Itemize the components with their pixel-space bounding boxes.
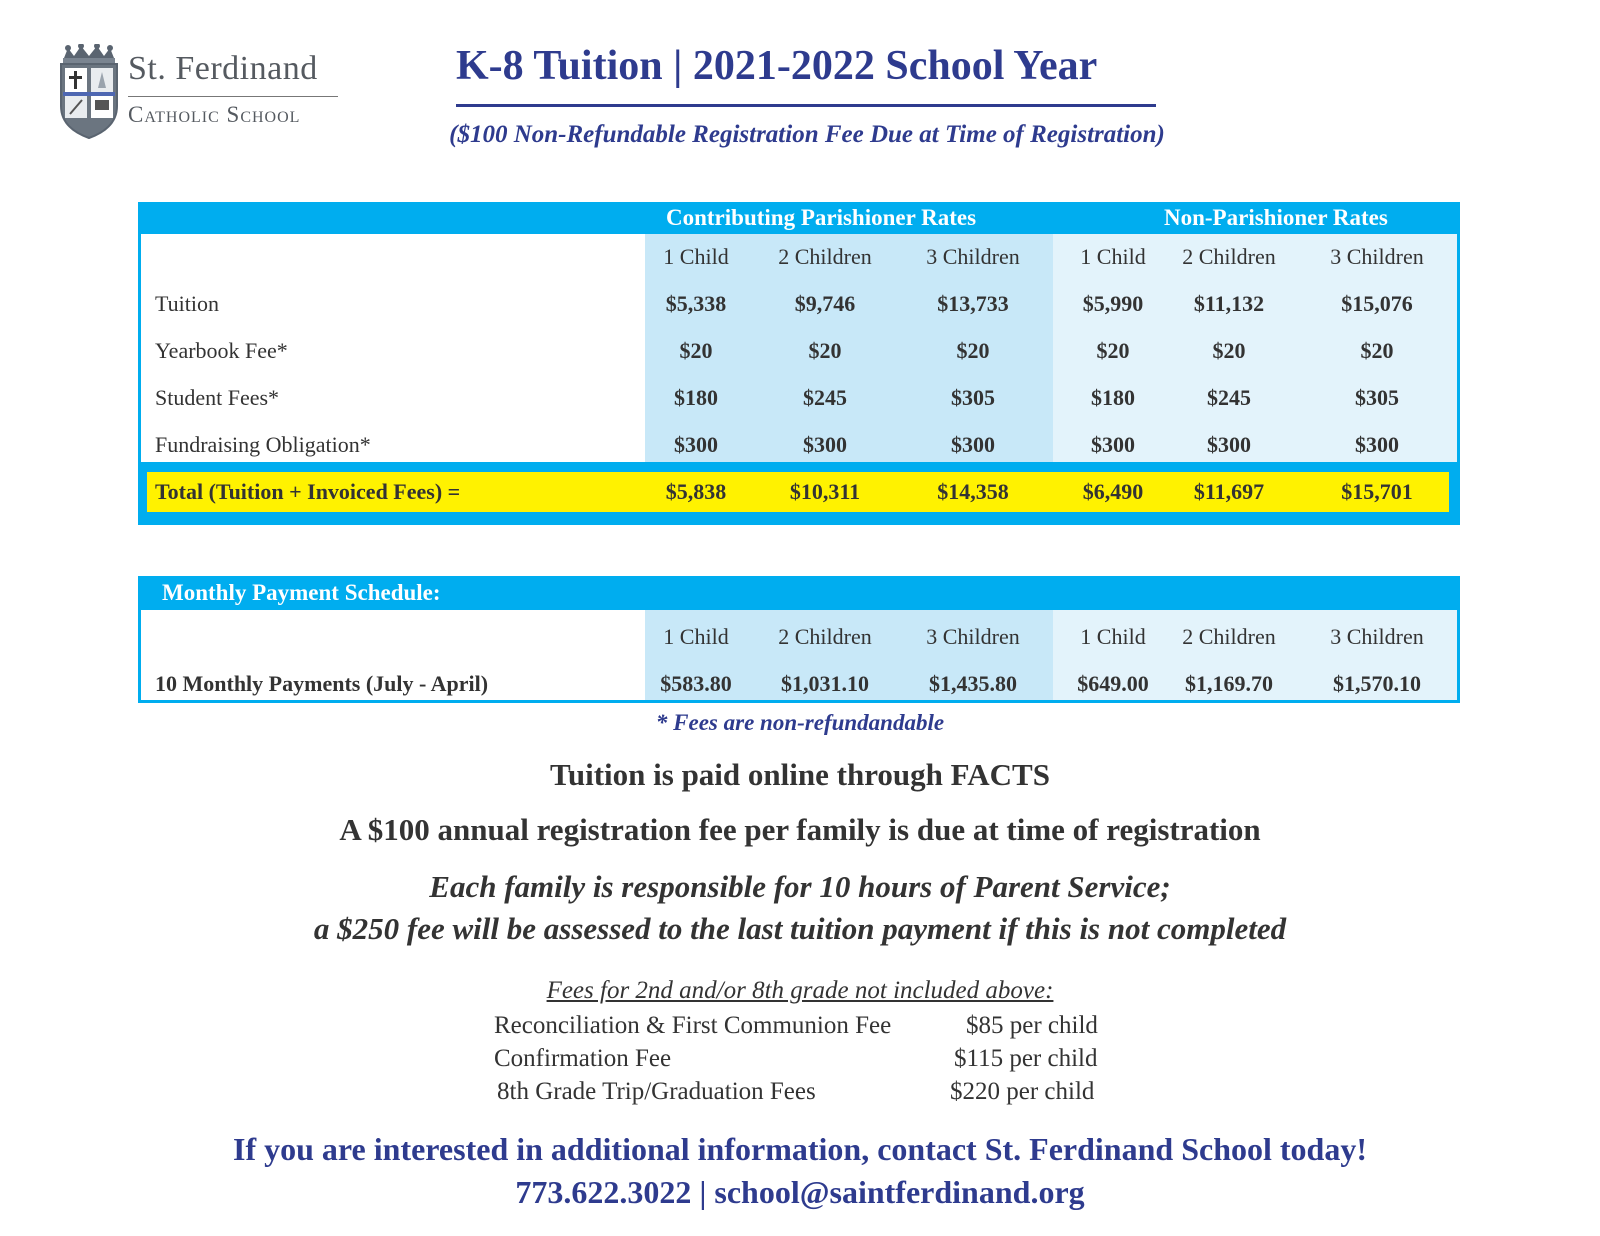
table-cell: $20: [1360, 338, 1394, 363]
contact-invitation: If you are interested in additional information, contact St. Ferdinand School today!: [233, 1131, 1367, 1167]
column-header: 1 Child: [1080, 624, 1146, 649]
table-cell: $245: [803, 385, 847, 410]
total-cell: $6,490: [1082, 479, 1144, 504]
total-cell: $14,358: [937, 479, 1009, 504]
table-cell: $300: [674, 432, 718, 457]
table-cell: $20: [956, 338, 990, 363]
logo-school-type: Catholic School: [128, 102, 301, 127]
table-cell: $649.00: [1077, 671, 1149, 696]
extra-fee-name: Reconciliation & First Communion Fee: [494, 1012, 892, 1039]
column-header: 2 Children: [1182, 244, 1276, 269]
parent-service-line-2: a $250 fee will be assessed to the last tuition payment if this is not completed: [313, 911, 1287, 946]
table-cell: $300: [803, 432, 847, 457]
total-cell: $11,697: [1193, 479, 1265, 504]
column-header: 3 Children: [1330, 244, 1424, 269]
total-cell: $5,838: [665, 479, 727, 504]
column-header: 1 Child: [663, 244, 729, 269]
table-cell: $15,076: [1341, 291, 1413, 316]
group-header-parishioner: Contributing Parishioner Rates: [666, 205, 977, 230]
logo-school-name: St. Ferdinand: [128, 50, 318, 87]
group-header-non-parishioner: Non-Parishioner Rates: [1164, 205, 1388, 230]
column-header: 1 Child: [663, 624, 729, 649]
table-cell: $5,338: [665, 291, 727, 316]
subtitle-text: ($100 Non-Refundable Registration Fee Due at Time of Registration): [449, 121, 1165, 148]
column-header: 1 Child: [1080, 244, 1146, 269]
row-label: Tuition: [155, 291, 220, 316]
table-cell: $180: [1091, 385, 1135, 410]
registration-fee-note: A $100 annual registration fee per family is due at time of registration: [339, 812, 1261, 847]
row-label: Student Fees*: [155, 385, 280, 410]
total-label: Total (Tuition + Invoiced Fees) =: [155, 479, 461, 504]
table-cell: $1,435.80: [929, 671, 1017, 696]
extra-fee-amount: $220 per child: [950, 1078, 1095, 1105]
row-label: Fundraising Obligation*: [155, 432, 371, 457]
extra-fee-name: 8th Grade Trip/Graduation Fees: [497, 1078, 816, 1105]
table-cell: $305: [951, 385, 995, 410]
total-cell: $15,701: [1341, 479, 1413, 504]
fees-footnote: * Fees are non-refundandable: [655, 710, 945, 735]
table-cell: $20: [679, 338, 713, 363]
table-cell: $300: [951, 432, 995, 457]
column-header: 2 Children: [1182, 624, 1276, 649]
table-cell: $300: [1091, 432, 1135, 457]
row-label: 10 Monthly Payments (July - April): [155, 671, 489, 696]
table-cell: $20: [1212, 338, 1246, 363]
page-title: K-8 Tuition | 2021-2022 School Year: [456, 43, 1098, 89]
column-header: 3 Children: [926, 244, 1020, 269]
column-header: 3 Children: [926, 624, 1020, 649]
table-cell: $300: [1355, 432, 1399, 457]
table-cell: $305: [1355, 385, 1399, 410]
table-cell: $300: [1207, 432, 1251, 457]
facts-payment-note: Tuition is paid online through FACTS: [550, 757, 1050, 792]
extra-fees-heading: Fees for 2nd and/or 8th grade not included above:: [546, 977, 1054, 1004]
title-underline: [456, 104, 1156, 107]
table-cell: $5,990: [1082, 291, 1144, 316]
column-header: 2 Children: [778, 244, 872, 269]
table-cell: $1,031.10: [781, 671, 869, 696]
table-cell: $245: [1207, 385, 1251, 410]
row-label: Yearbook Fee*: [155, 338, 288, 363]
page-subtitle: [0, 121, 1600, 149]
table-cell: $1,169.70: [1185, 671, 1273, 696]
column-header: 2 Children: [778, 624, 872, 649]
table-cell: $1,570.10: [1333, 671, 1421, 696]
table-cell: $11,132: [1193, 291, 1265, 316]
payment-table-title: Monthly Payment Schedule:: [162, 580, 441, 605]
table-cell: $20: [1096, 338, 1130, 363]
table-cell: $9,746: [794, 291, 856, 316]
logo-divider: [128, 96, 338, 97]
table-cell: $13,733: [937, 291, 1009, 316]
extra-fee-name: Confirmation Fee: [494, 1045, 672, 1072]
table-cell: $180: [674, 385, 718, 410]
extra-fee-amount: $85 per child: [966, 1012, 1098, 1039]
total-cell: $10,311: [789, 479, 861, 504]
extra-fee-amount: $115 per child: [954, 1045, 1098, 1072]
table-cell: $583.80: [660, 671, 732, 696]
parent-service-line-1: Each family is responsible for 10 hours of Parent Service;: [429, 869, 1171, 904]
contact-details[interactable]: 773.622.3022 | school@saintferdinand.org: [515, 1174, 1085, 1210]
column-header: 3 Children: [1330, 624, 1424, 649]
table-cell: $20: [808, 338, 842, 363]
